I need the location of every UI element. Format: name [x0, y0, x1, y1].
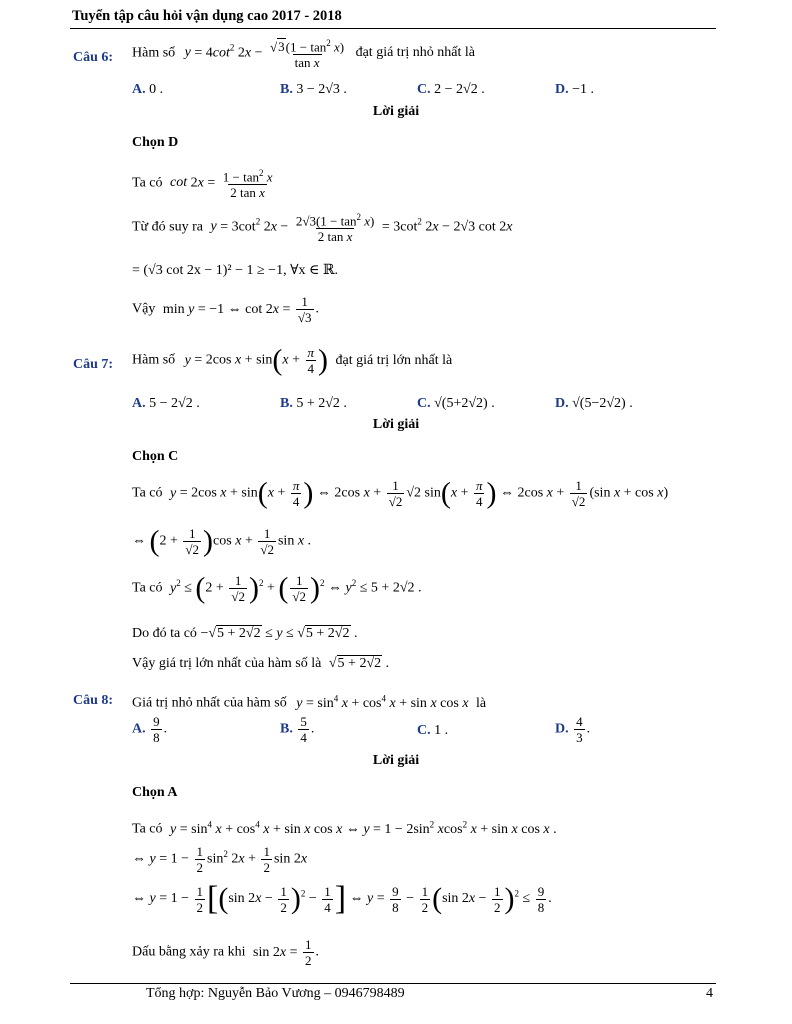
question-6-label: Câu 6: — [73, 50, 114, 65]
q6-solution-line-4: Vậy min y = −1 ⇔ cot 2x = $\frac{1}{√3}$ . — [132, 294, 319, 325]
q6-solution-line-1: Ta có cot 2x = $\frac{1 - \tan^2 x}{\text{2 tan x}}$ — [132, 168, 273, 201]
q7-solution-line-3: Ta có $y^2 \le (2$ + $\frac{1}{√2}$ )$^2$ + ( $\frac{1}{√2}$ )$^2$ ⇔ $y^2 \le 5 + 2√2$ . — [132, 571, 422, 605]
q8-solution-line-4: Dấu bằng xảy ra khi sin 2x = $\frac{1}{2}$ . — [132, 937, 319, 968]
q6-solution-line-3: = (√3 cot 2x − 1)² − 1 ≥ −1, ∀x ∈ ℝ. — [132, 263, 339, 278]
q8-solution-line-2: ⇔ y = 1 − $\frac{1}{2}$ $\sin^2 2x$ + $\frac{1}{2}$ sin 2x — [132, 844, 308, 875]
q7-solution-line-2: ⇔ (2 + $\frac{1}{√2}$ )cos x + $\frac{1}{√2}$ sin x . — [132, 524, 312, 558]
q7-option-b[interactable]: B. 5 + 2√2 . — [280, 396, 347, 411]
q6-option-a[interactable]: A. 0 . — [132, 82, 164, 97]
page-header-title: Tuyển tập câu hỏi vận dụng cao 2017 - 2018 — [72, 8, 342, 24]
q8-option-a[interactable]: A. $\frac{9}{8}$ . — [132, 714, 168, 745]
q8-answer: Chọn A — [132, 785, 178, 800]
q8-option-c[interactable]: C. 1 . — [417, 723, 449, 738]
question-6-stem: Hàm số $y = 4\cot^2$ 2x − $\frac{√3(1 - \tan^2 x)}{\text{tan x}}$ đạt giá trị nhỏ nhất là — [132, 38, 475, 71]
q8-option-d[interactable]: D. $\frac{4}{3}$ . — [555, 714, 591, 745]
q8-solution-heading: Lời giải — [372, 753, 420, 768]
q7-solution-line-4: Do đó ta có −√5 + 2√2 ≤ y ≤ √5 + 2√2 . — [132, 626, 358, 641]
q7-option-d[interactable]: D. √(5−2√2) . — [555, 396, 633, 411]
footer-author: Tổng hợp: Nguyễn Bảo Vương – 0946798489 — [146, 986, 405, 1001]
question-8-stem: Giá trị nhỏ nhất của hàm số $y = \sin^4 x + \cos^4 x + \sin x$ cos x là — [132, 693, 487, 711]
header-divider — [70, 28, 716, 29]
footer-divider — [70, 983, 716, 984]
q7-answer: Chọn C — [132, 449, 179, 464]
q6-option-b[interactable]: B. 3 − 2√3 . — [280, 82, 347, 97]
q7-solution-line-5: Vậy giá trị lớn nhất của hàm số là √5 + 2√2 . — [132, 656, 390, 671]
q6-option-d[interactable]: D. −1 . — [555, 82, 595, 97]
q6-solution-heading: Lời giải — [372, 104, 420, 119]
q7-option-a[interactable]: A. 5 − 2√2 . — [132, 396, 200, 411]
q8-solution-line-3: ⇔ y = 1 − $\frac{1}{2}$ [(sin 2x − $\frac{1}{2}$ )$^2$ − $\frac{1}{4}$ ] ⇔ y = $\frac{9}{8}$ − $\frac{1}{2}$ (sin 2x − $\frac{1}{2}$ )$^2$ ≤ $\frac{9}{8}$ . — [132, 880, 552, 917]
question-6-stem-prefix: Hàm số — [132, 45, 176, 61]
question-8-label: Câu 8: — [73, 693, 114, 708]
q8-solution-line-1: Ta có $y = \sin^4 x + \cos^4 x + \sin x$ cos x ⇔ $y = 1 - 2\sin^2$ xcos$^2$ x + sin x cos x . — [132, 819, 557, 837]
question-7-label: Câu 7: — [73, 357, 114, 372]
question-6-stem-suffix: đạt giá trị nhỏ nhất là — [355, 45, 475, 61]
q8-option-b[interactable]: B. $\frac{5}{4}$ . — [280, 714, 315, 745]
q6-option-c[interactable]: C. 2 − 2√2 . — [417, 82, 485, 97]
q6-answer: Chọn D — [132, 135, 179, 150]
q7-solution-line-1: Ta có y = 2cos x + sin(x + $\frac{\pi}{4}$ ) ⇔ 2cos x + $\frac{1}{√2}$ √2 sin(x + $\frac{\pi}{4}$ ) ⇔ 2cos x + $\frac{1}{√2}$ (sin x + cos x) — [132, 476, 669, 510]
page-number: 4 — [706, 986, 713, 1001]
q6-solution-line-2: Từ đó suy ra $y = 3\cot^2$ 2x − $\frac{2√3(1 - \tan^2 x)}{\text{2 tan x}}$ = $3\cot^2$ 2x − 2√3 cot 2x — [132, 212, 513, 245]
question-7-stem: Hàm số y = 2cos x + sin(x + $\frac{\pi}{4}$ ) đạt giá trị lớn nhất là — [132, 343, 453, 377]
q7-option-c[interactable]: C. √(5+2√2) . — [417, 396, 495, 411]
q7-solution-heading: Lời giải — [372, 417, 420, 432]
